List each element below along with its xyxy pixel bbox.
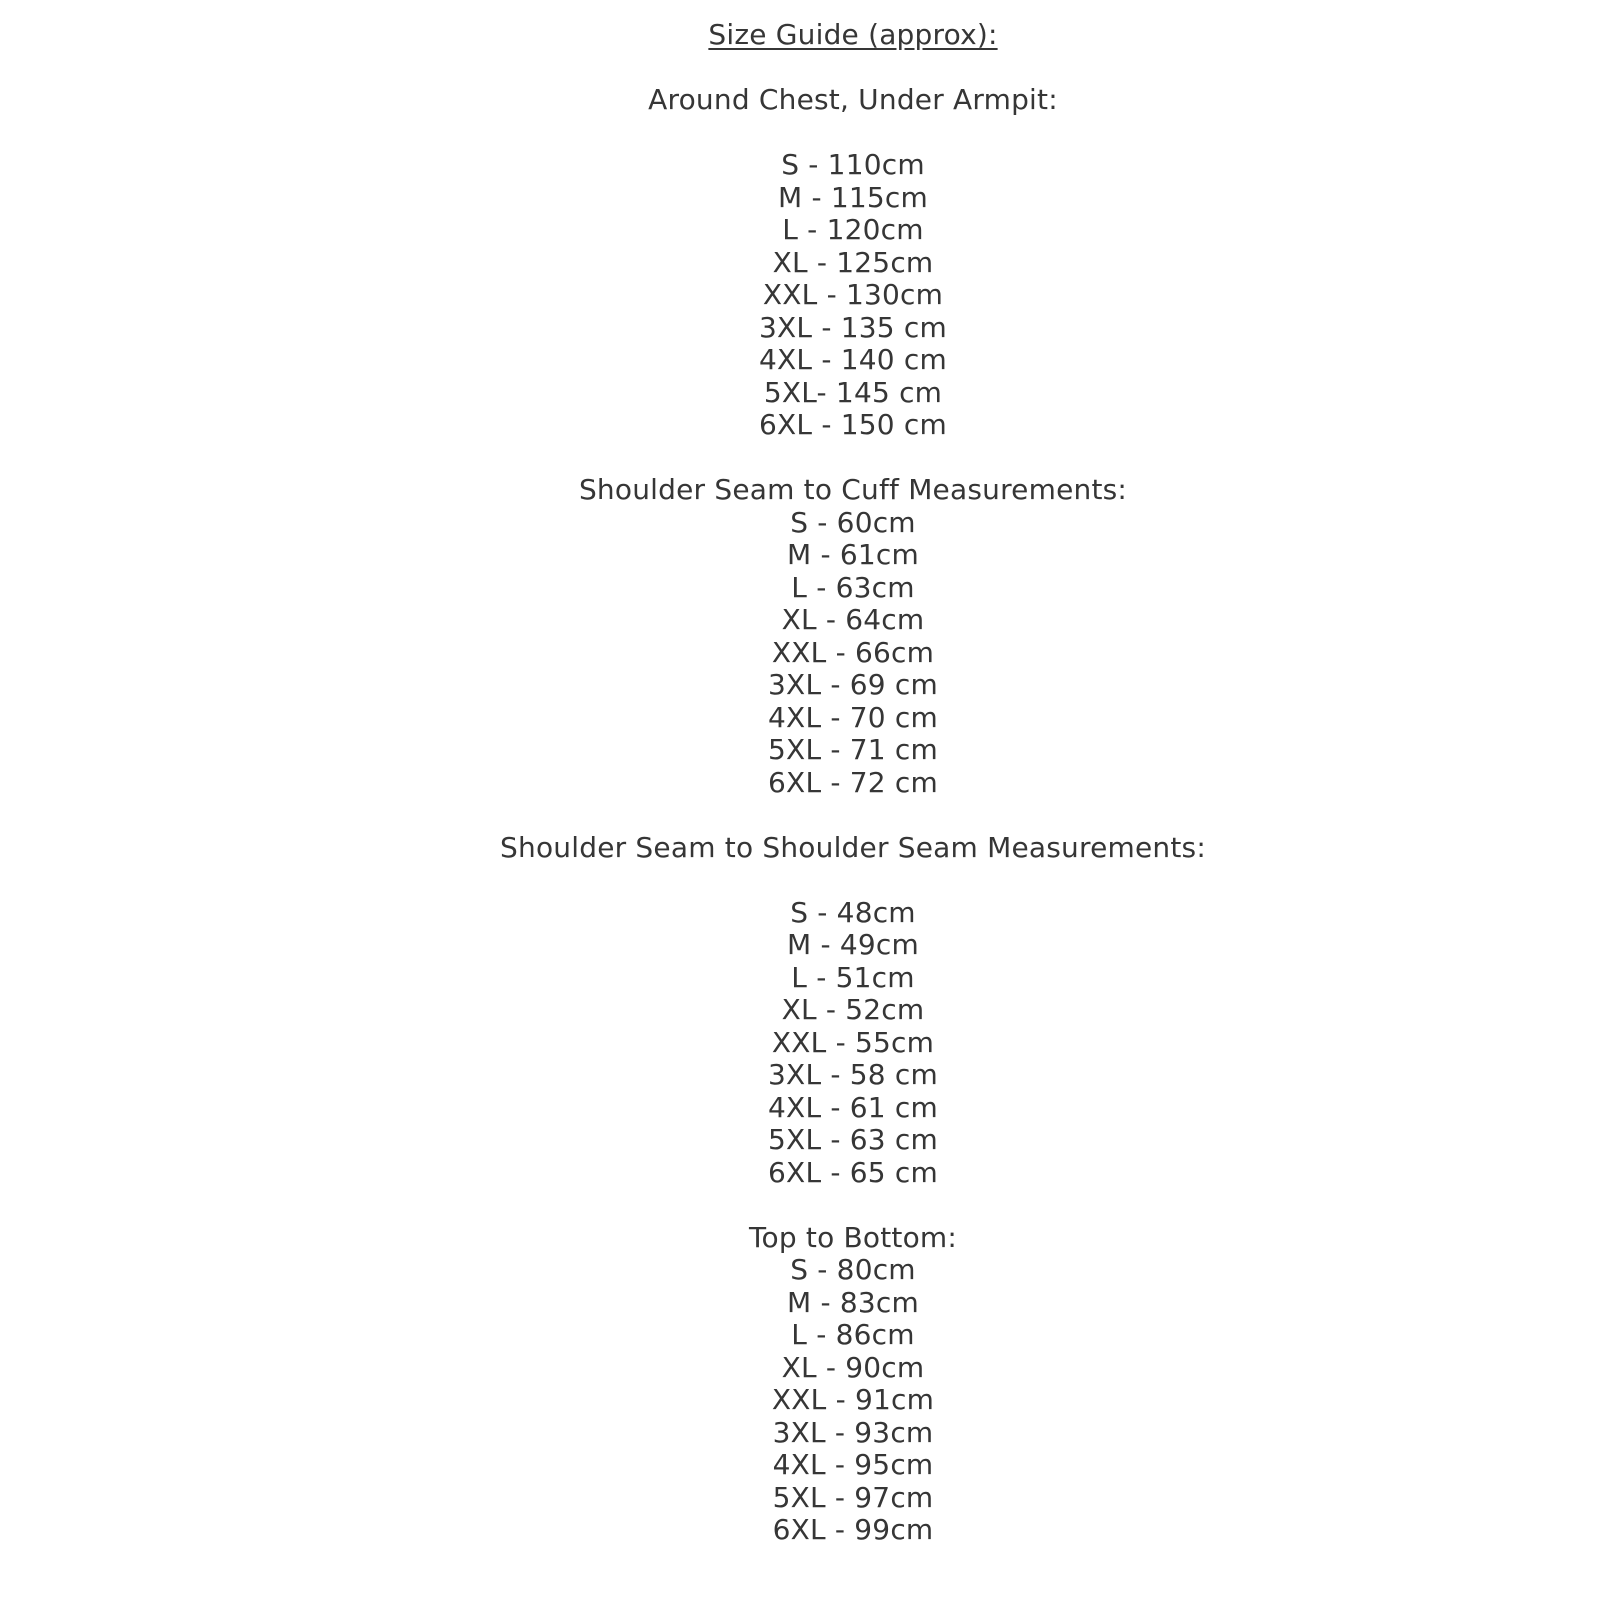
section-length xyxy=(106,1222,1600,1547)
size-item: 6XL - 65 cm xyxy=(768,1155,938,1189)
section-heading: Shoulder Seam to Cuff Measurements: xyxy=(578,473,1128,506)
size-list xyxy=(106,897,1600,1190)
page-title xyxy=(106,19,1600,52)
size-item: 4XL - 140 cm xyxy=(759,343,947,376)
size-item: L - 63cm xyxy=(791,570,915,604)
size-item: XXL - 91cm xyxy=(771,1383,935,1416)
size-item: 3XL - 93cm xyxy=(772,1415,934,1449)
size-item: XL - 125cm xyxy=(772,245,934,279)
section-heading: Shoulder Seam to Shoulder Seam Measurements: xyxy=(500,830,1206,864)
section-sleeve xyxy=(106,474,1600,799)
size-item: 3XL - 135 cm xyxy=(759,310,947,344)
spacer xyxy=(106,117,1600,150)
size-item: 3XL - 69 cm xyxy=(768,668,938,701)
size-item: 6XL - 99cm xyxy=(772,1513,934,1546)
size-item: 4XL - 70 cm xyxy=(768,700,938,734)
size-item: M - 115cm xyxy=(778,180,928,214)
section-heading: Around Chest, Under Armpit: xyxy=(648,83,1058,116)
size-item: 3XL - 58 cm xyxy=(768,1058,938,1091)
spacer xyxy=(106,442,1600,475)
size-item: 5XL - 63 cm xyxy=(768,1123,938,1156)
size-item: L - 120cm xyxy=(782,213,924,246)
size-item: S - 110cm xyxy=(781,148,925,181)
size-item: XXL - 55cm xyxy=(771,1025,935,1059)
size-item: 5XL- 145 cm xyxy=(763,375,943,409)
size-list xyxy=(106,1254,1600,1547)
size-item: XL - 52cm xyxy=(781,993,925,1026)
size-item: XL - 64cm xyxy=(781,603,925,636)
size-item: 4XL - 61 cm xyxy=(768,1090,938,1124)
size-list xyxy=(106,507,1600,800)
size-item: L - 51cm xyxy=(791,960,915,994)
size-item: M - 49cm xyxy=(787,928,919,961)
size-item: XXL - 66cm xyxy=(771,635,935,669)
size-item: 6XL - 150 cm xyxy=(759,408,947,441)
size-item: 4XL - 95cm xyxy=(772,1448,934,1481)
section-chest xyxy=(106,84,1600,442)
section-shoulder xyxy=(106,832,1600,1190)
size-list xyxy=(106,149,1600,442)
size-item: L - 86cm xyxy=(791,1318,915,1351)
size-item: S - 48cm xyxy=(790,895,916,929)
size-item: S - 80cm xyxy=(790,1253,916,1286)
spacer xyxy=(106,799,1600,832)
size-item: 5XL - 71 cm xyxy=(768,733,938,766)
size-item: 5XL - 97cm xyxy=(772,1480,934,1514)
size-item: M - 83cm xyxy=(787,1285,919,1319)
size-item: XXL - 130cm xyxy=(762,278,944,311)
spacer xyxy=(106,52,1600,85)
spacer xyxy=(106,864,1600,897)
size-item: 6XL - 72 cm xyxy=(768,765,938,799)
page-title-text: Size Guide (approx): xyxy=(708,18,998,51)
size-item: S - 60cm xyxy=(790,505,916,539)
size-item: XL - 90cm xyxy=(781,1350,925,1384)
size-item: M - 61cm xyxy=(787,538,919,571)
spacer xyxy=(106,1189,1600,1222)
section-heading: Top to Bottom: xyxy=(748,1220,958,1254)
